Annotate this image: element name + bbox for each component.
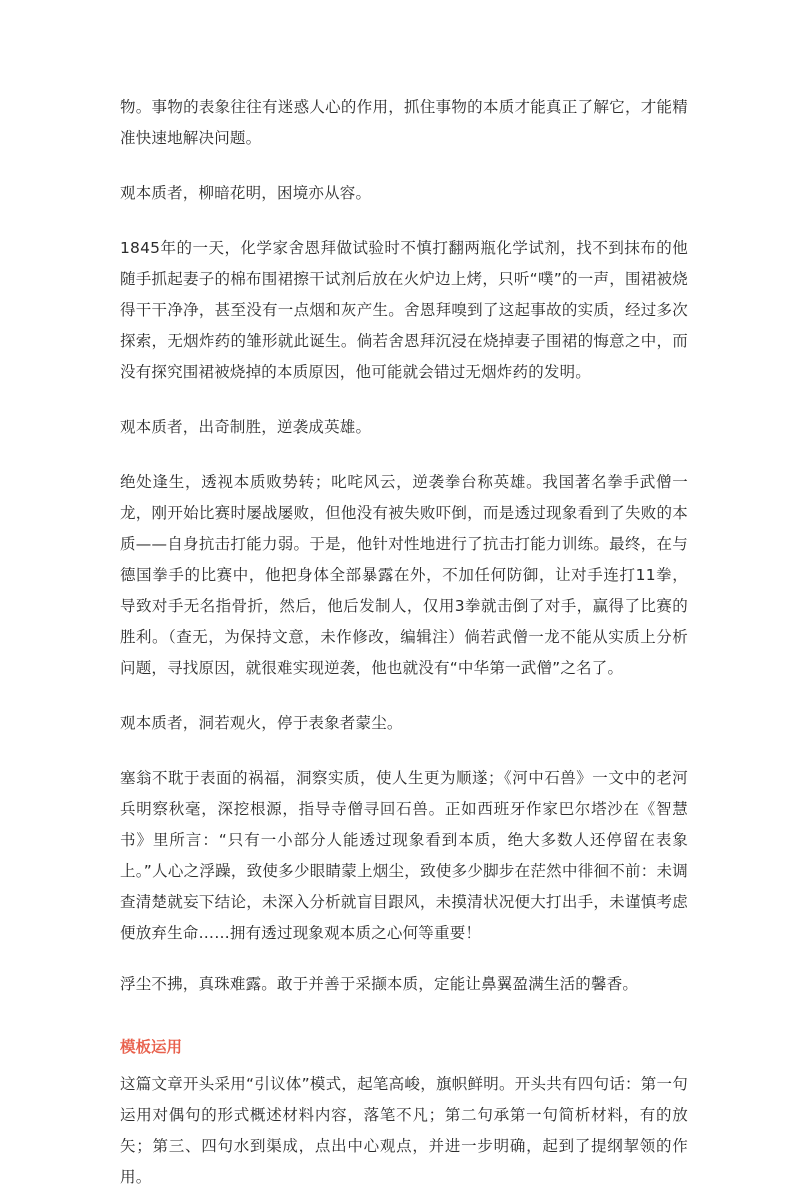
intro-paragraph: 物。事物的表象往往有迷惑人心的作用，抓住事物的本质才能真正了解它，才能精准快速地解决问题。	[120, 98, 688, 147]
body-paragraph-2: 绝处逢生，透视本质败势转；叱咤风云，逆袭拳台称英雄。我国著名拳手武僧一龙，刚开始比赛时屡战屡败，但他没有被失败吓倒，而是透过现象看到了失败的本质——自身抗击打能力弱。于是，他针对性地进行了抗击打能力训练。最终，在与德国拳手的比赛中，他把身体全部暴露在外，不加任何防御，让对手连打11拳，导致对手无名指骨折，然后，他后发制人，仅用3拳就击倒了对手，赢得了比赛的胜利。（查无，为保持文意，未作修改，编辑注）倘若武僧一龙不能从实质上分析问题，寻找原因，就很难实现逆袭，他也就没有“中华第一武僧”之名了。	[120, 473, 688, 677]
document-page	[120, 92, 688, 1193]
body-paragraph-3: 塞翁不耽于表面的祸福，洞察实质，使人生更为顺遂；《河中石兽》一文中的老河兵明察秋毫，深挖根源，指导寺僧寻回石兽。正如西班牙作家巴尔塔沙在《智慧书》里所言：“只有一小部分人能透过现象看到本质，绝大多数人还停留在表象上。”人心之浮躁，致使多少眼睛蒙上烟尘，致使多少脚步在茫然中徘徊不前：未调查清楚就妄下结论，未深入分析就盲目跟风，未摸清状况便大打出手，未谨慎考虑便放弃生命……拥有透过现象观本质之心何等重要！	[120, 769, 688, 942]
conclusion-paragraph: 浮尘不拂，真珠难露。敢于并善于采撷本质，定能让鼻翼盈满生活的馨香。	[120, 975, 639, 993]
section-paragraph: 这篇文章开头采用“引议体”模式，起笔高峻，旗帜鲜明。开头共有四句话：第一句运用对偶句的形式概述材料内容，落笔不凡；第二句承第一句简析材料，有的放矢；第三、四句水到渠成，点出中心观点，并进一步明确，起到了提纲挈领的作用。	[120, 1075, 688, 1186]
body-paragraph-1: 1845年的一天，化学家舍恩拜做试验时不慎打翻两瓶化学试剂，找不到抹布的他随手抓起妻子的棉布围裙擦干试剂后放在火炉边上烤，只听“噗”的一声，围裙被烧得干干净净，甚至没有一点烟和灰产生。舍恩拜嗅到了这起事故的实质，经过多次探索，无烟炸药的雏形就此诞生。倘若舍恩拜沉浸在烧掉妻子围裙的悔意之中，而没有探究围裙被烧掉的本质原因，他可能就会错过无烟炸药的发明。	[120, 239, 688, 381]
section-heading: 模板运用	[120, 1038, 183, 1056]
subheading-paragraph-2: 观本质者，出奇制胜，逆袭成英雄。	[120, 418, 372, 436]
subheading-paragraph-3: 观本质者，洞若观火，停于表象者蒙尘。	[120, 714, 403, 732]
subheading-paragraph-1: 观本质者，柳暗花明，困境亦从容。	[120, 184, 372, 202]
